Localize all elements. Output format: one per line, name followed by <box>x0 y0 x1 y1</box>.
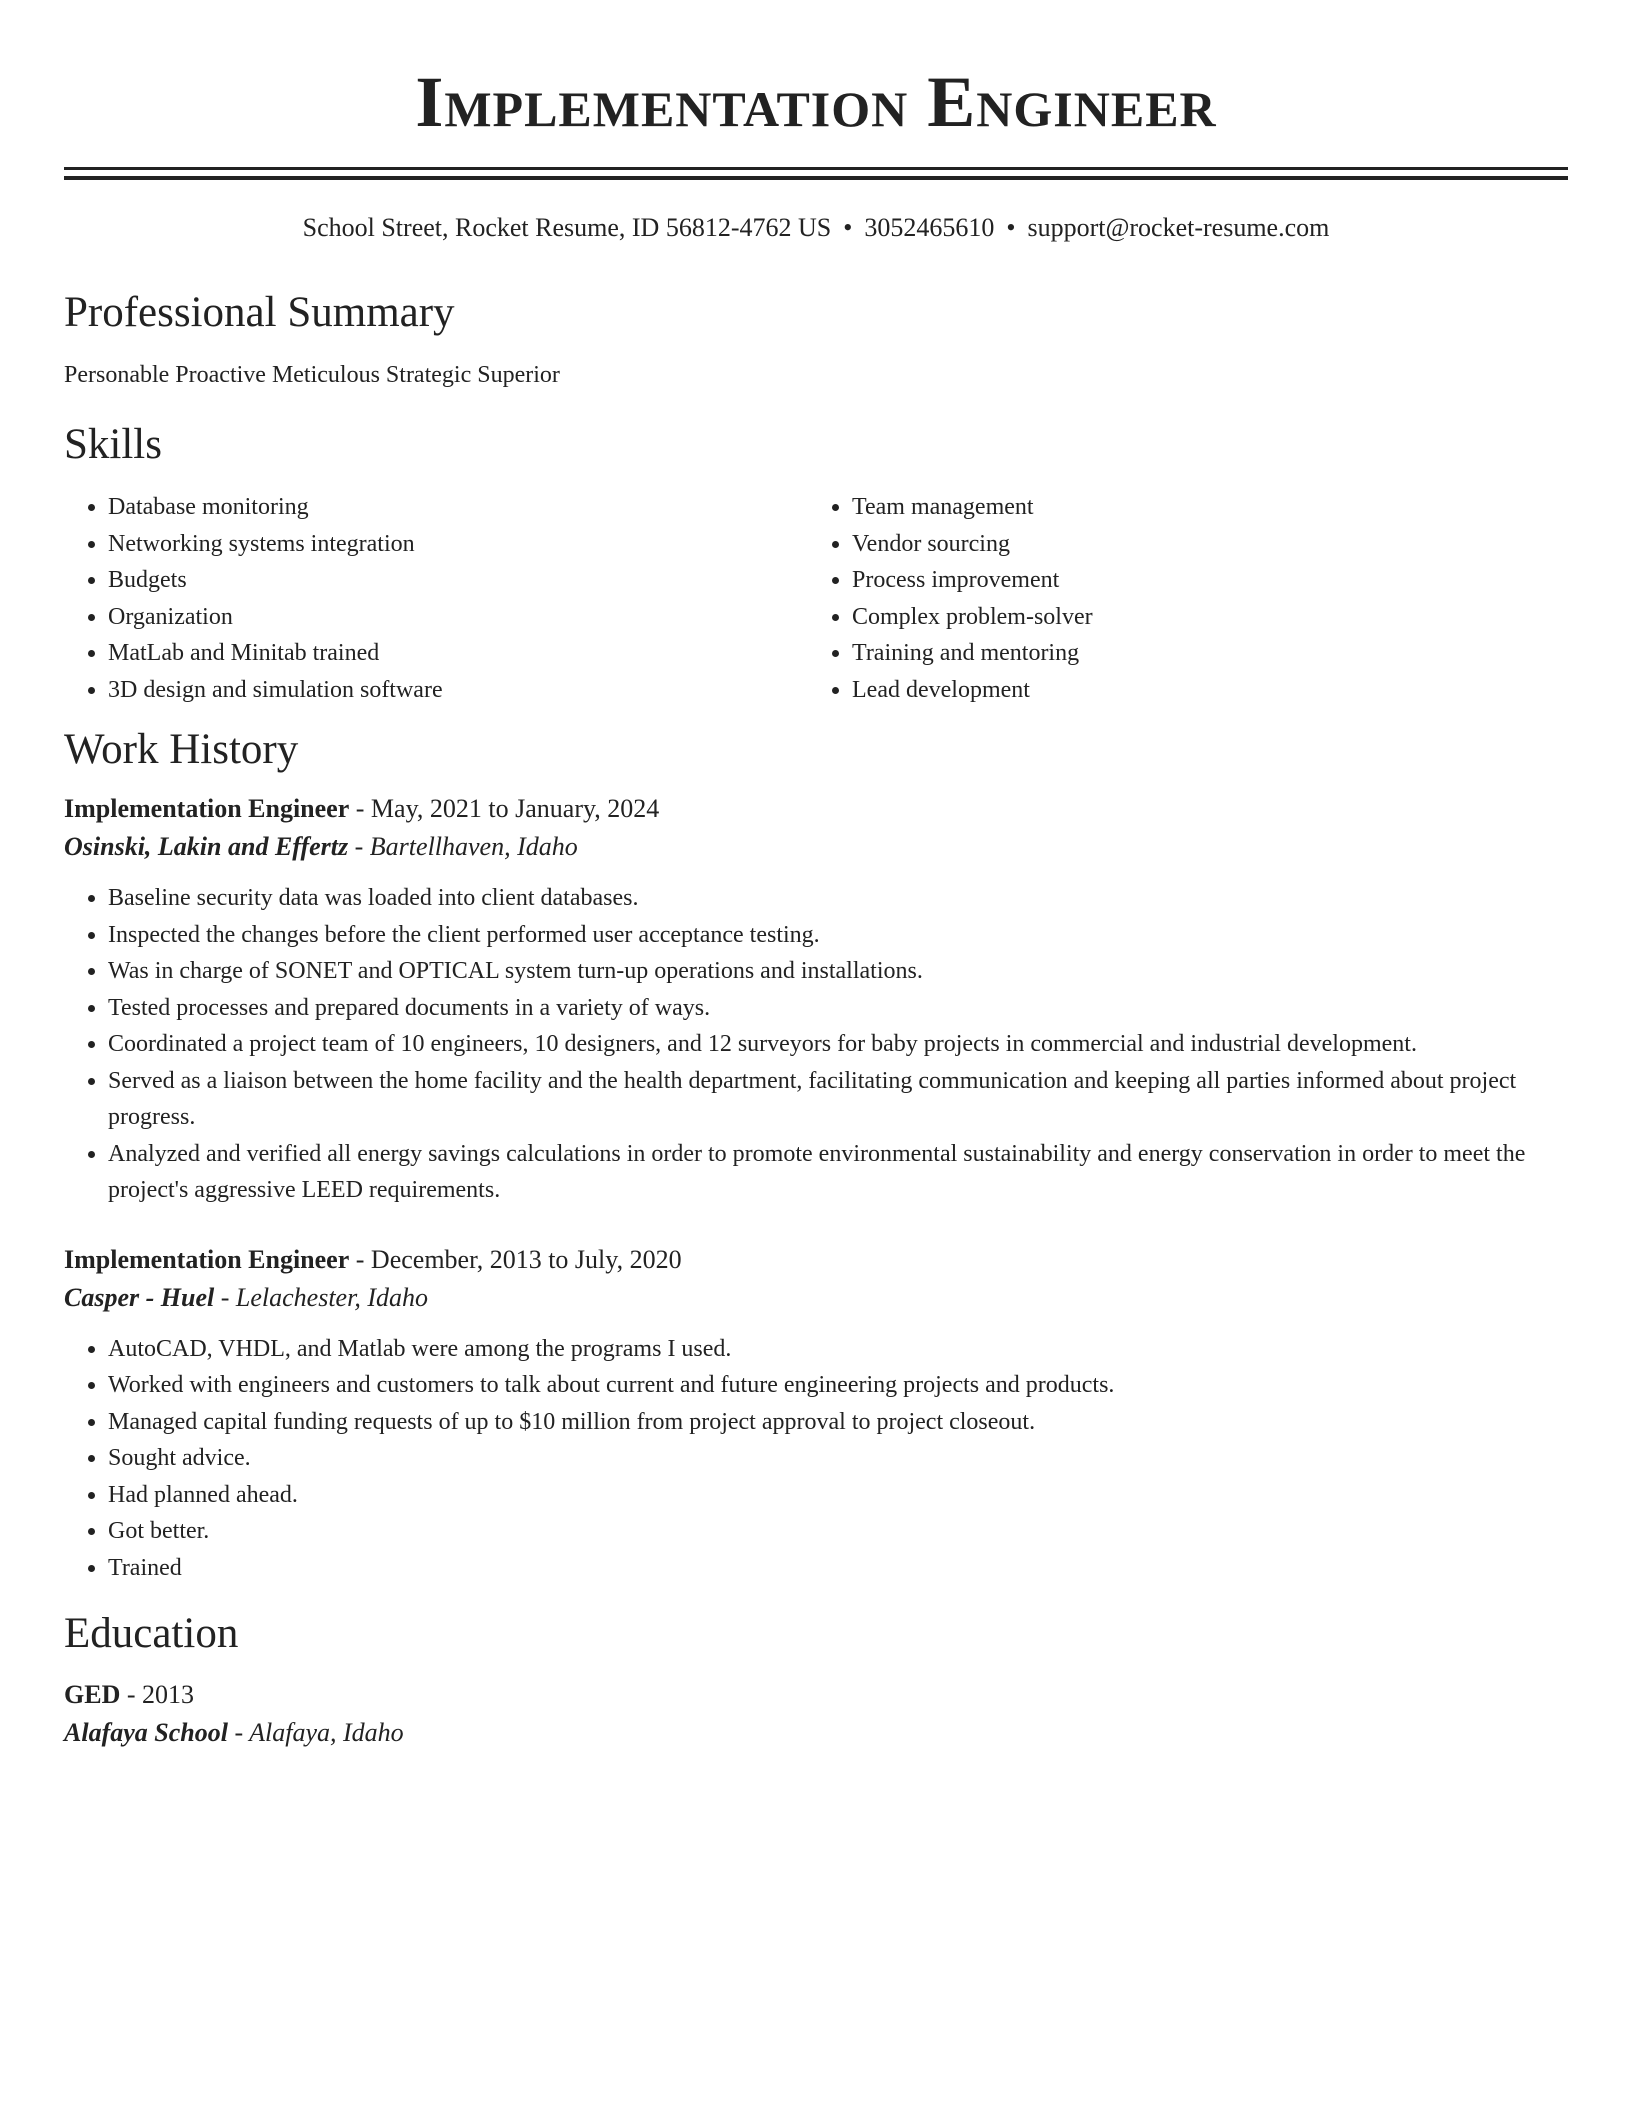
education-location: - Alafaya, Idaho <box>227 1718 404 1747</box>
job-bullet: • Served as a liaison between the home facility and the health department, facilitating communication and keeping all parties informed about project progress. <box>108 1063 1568 1136</box>
education-institution <box>64 1714 1568 1752</box>
education-year: - 2013 <box>120 1680 195 1709</box>
job-entry <box>64 1241 1568 1587</box>
job-bullet: • Managed capital funding requests of up to $10 million from project approval to project closeout. <box>108 1404 1568 1441</box>
header-rule-bottom <box>64 176 1568 180</box>
skill-item: • Organization <box>108 599 806 636</box>
job-heading <box>64 1241 1568 1279</box>
skills-list-left <box>64 489 806 708</box>
job-bullet: • Tested processes and prepared documents in a variety of ways. <box>108 990 1568 1027</box>
section-title-summary: Professional Summary <box>64 289 455 336</box>
skill-item: • MatLab and Minitab trained <box>108 635 806 672</box>
header-rule-top <box>64 167 1568 170</box>
job-heading <box>64 790 1568 828</box>
contact-email: support@rocket-resume.com <box>1027 213 1330 242</box>
job-bullet: • Got better. <box>108 1513 1568 1550</box>
job-bullet: • Was in charge of SONET and OPTICAL system turn-up operations and installations. <box>108 953 1568 990</box>
education-degree: GED <box>64 1680 121 1709</box>
contact-separator: • <box>843 213 853 242</box>
job-role: Implementation Engineer <box>64 794 350 823</box>
job-bullet: • AutoCAD, VHDL, and Matlab were among the programs I used. <box>108 1331 1568 1368</box>
education-school: Alafaya School <box>64 1718 228 1747</box>
job-bullet: • Had planned ahead. <box>108 1477 1568 1514</box>
skill-item: • Database monitoring <box>108 489 806 526</box>
skills-list-right <box>806 489 1550 708</box>
job-location: - Bartellhaven, Idaho <box>348 832 578 861</box>
education-heading <box>64 1676 1568 1714</box>
job-bullet: • Inspected the changes before the client performed user acceptance testing. <box>108 917 1568 954</box>
job-dates: - December, 2013 to July, 2020 <box>349 1244 682 1274</box>
job-bullets <box>64 1331 1568 1587</box>
contact-line <box>64 211 1568 245</box>
job-company: Osinski, Lakin and Effertz <box>64 832 349 861</box>
job-company: Casper - Huel <box>64 1282 215 1312</box>
skill-item: • Budgets <box>108 562 806 599</box>
job-bullet: • Coordinated a project team of 10 engineers, 10 designers, and 12 surveyors for baby projects in commercial and industrial development. <box>108 1026 1568 1063</box>
section-title-work-history: Work History <box>64 726 299 773</box>
summary-text: Personable Proactive Meticulous Strategic Superior <box>64 362 560 388</box>
resume-page <box>64 0 1568 1752</box>
skill-item: • Networking systems integration <box>108 526 806 563</box>
job-location: - Lelachester, Idaho <box>214 1282 428 1312</box>
contact-phone: 3052465610 <box>864 213 995 242</box>
job-employer <box>64 1279 1568 1317</box>
section-title-skills: Skills <box>64 421 162 468</box>
skills-columns <box>64 489 1568 708</box>
job-bullet: • Trained <box>108 1550 1568 1587</box>
section-title-education: Education <box>64 1610 239 1657</box>
contact-separator: • <box>1006 213 1016 242</box>
education-entry <box>64 1676 1568 1752</box>
job-role: Implementation Engineer <box>64 1244 350 1274</box>
job-bullet: • Analyzed and verified all energy savings calculations in order to promote environmental sustainability and energy conservation in order to meet the project's aggressive LEED requirements. <box>108 1136 1568 1209</box>
skill-item: • Complex problem-solver <box>852 599 1550 636</box>
job-dates: - May, 2021 to January, 2024 <box>349 794 660 823</box>
skill-item: • Vendor sourcing <box>852 526 1550 563</box>
job-bullet: • Worked with engineers and customers to talk about current and future engineering projects and products. <box>108 1367 1568 1404</box>
job-bullet: • Baseline security data was loaded into client databases. <box>108 880 1568 917</box>
job-employer <box>64 828 1568 866</box>
job-bullet: • Sought advice. <box>108 1440 1568 1477</box>
resume-name: Implementation Engineer <box>415 62 1217 142</box>
skill-item: • Process improvement <box>852 562 1550 599</box>
skill-item: • Training and mentoring <box>852 635 1550 672</box>
job-entry <box>64 790 1568 1209</box>
job-bullets <box>64 880 1568 1209</box>
contact-address: School Street, Rocket Resume, ID 56812-4762 US <box>302 213 832 242</box>
skill-item: • 3D design and simulation software <box>108 672 806 709</box>
skill-item: • Lead development <box>852 672 1550 709</box>
skill-item: • Team management <box>852 489 1550 526</box>
